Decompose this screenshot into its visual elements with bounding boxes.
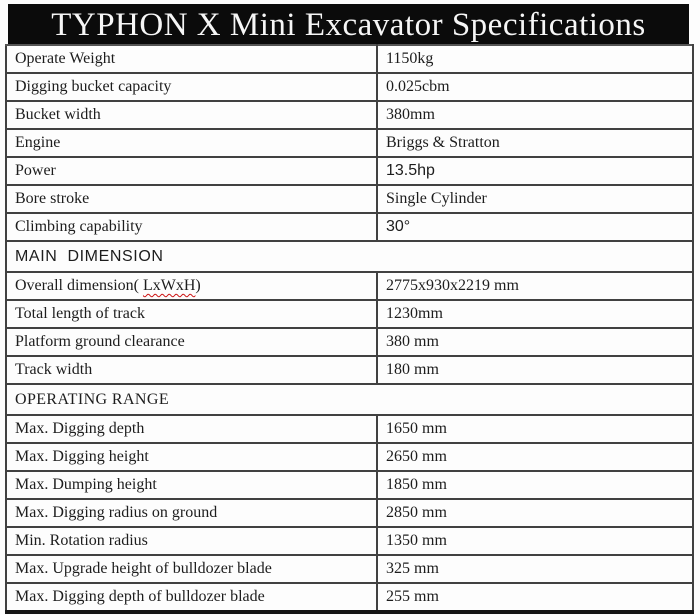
spec-value: 1150kg [377, 45, 693, 73]
spec-value: 1850 mm [377, 471, 693, 499]
spec-label: Max. Dumping height [6, 471, 377, 499]
spec-value: 180 mm [377, 356, 693, 384]
spec-label: Platform ground clearance [6, 328, 377, 356]
spec-value: Single Cylinder [377, 185, 693, 213]
table-row [6, 213, 693, 241]
spec-value: 13.5hp [377, 157, 693, 185]
table-row [6, 129, 693, 157]
spec-label: Max. Digging depth of bulldozer blade [6, 583, 377, 612]
spellcheck-underlined-text: LxWxH [142, 277, 196, 294]
table-row [6, 328, 693, 356]
section-row-main-dimension [6, 241, 693, 272]
table-row [6, 101, 693, 129]
table-row [6, 300, 693, 328]
spec-value: 1350 mm [377, 527, 693, 555]
spec-label: Track width [6, 356, 377, 384]
section-row-operating-range [6, 384, 693, 415]
specifications-table [5, 44, 694, 614]
spec-label: Bore stroke [6, 185, 377, 213]
spec-label: Max. Digging depth [6, 415, 377, 443]
spec-label [6, 272, 377, 300]
spec-label: Max. Digging radius on ground [6, 499, 377, 527]
spec-label: Operate Weight [6, 45, 377, 73]
table-row [6, 356, 693, 384]
spec-label: Max. Upgrade height of bulldozer blade [6, 555, 377, 583]
label-text: Overall dimension( [15, 277, 143, 294]
table-row [6, 415, 693, 443]
spec-value: 380 mm [377, 328, 693, 356]
spec-value: 1650 mm [377, 415, 693, 443]
table-row [6, 499, 693, 527]
spec-value: 2775x930x2219 mm [377, 272, 693, 300]
spec-label: Min. Rotation radius [6, 527, 377, 555]
table-row [6, 45, 693, 73]
spec-value: 325 mm [377, 555, 693, 583]
spec-label: Digging bucket capacity [6, 73, 377, 101]
spec-value: 2850 mm [377, 499, 693, 527]
spec-value: 380mm [377, 101, 693, 129]
spec-label: Total length of track [6, 300, 377, 328]
page-title: TYPHON X Mini Excavator Specifications [8, 4, 689, 45]
table-row [6, 583, 693, 612]
spec-value: 30° [377, 213, 693, 241]
spec-value: 0.025cbm [377, 73, 693, 101]
label-text: ) [195, 277, 201, 294]
table-row [6, 73, 693, 101]
spec-label: Bucket width [6, 101, 377, 129]
spec-label: Max. Digging height [6, 443, 377, 471]
spec-value: 1230mm [377, 300, 693, 328]
table-row [6, 555, 693, 583]
spec-value: Briggs & Stratton [377, 129, 693, 157]
table-row [6, 157, 693, 185]
table-row [6, 471, 693, 499]
section-header: MAIN DIMENSION [6, 241, 693, 272]
table-row [6, 272, 693, 300]
spec-label: Power [6, 157, 377, 185]
spec-value: 255 mm [377, 583, 693, 612]
table-row [6, 527, 693, 555]
table-row [6, 185, 693, 213]
spec-label: Climbing capability [6, 213, 377, 241]
spec-value: 2650 mm [377, 443, 693, 471]
spec-label: Engine [6, 129, 377, 157]
table-row [6, 443, 693, 471]
section-header: OPERATING RANGE [6, 384, 693, 415]
